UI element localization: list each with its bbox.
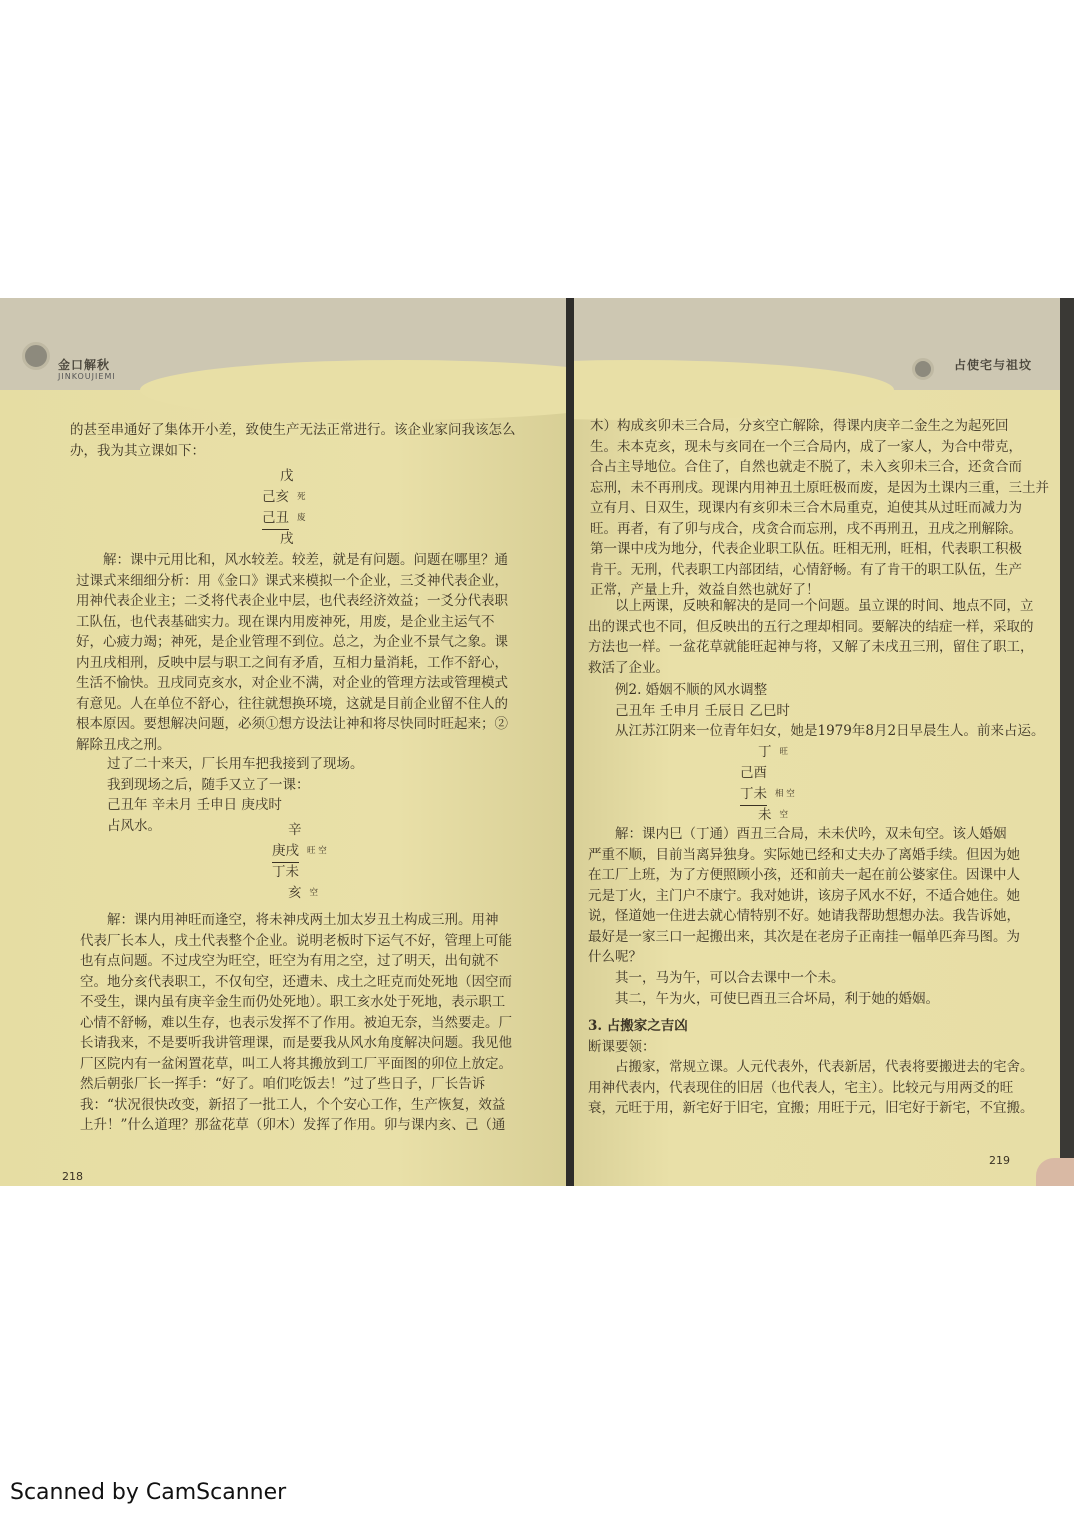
chart-note: 空: [309, 888, 319, 898]
running-subtitle-left: JINKOUJIEMI: [58, 372, 116, 381]
lesson-chart-1: [262, 466, 382, 550]
lesson-chart-3: [740, 742, 880, 826]
chart-stem: 己亥: [262, 489, 289, 505]
section-3: 3. 占搬家之吉凶 断课要领： 占搬家，常规立课。人元代表外，代表新居，代表将要搬进去的宅舍。 用神代表内，代表现住的旧居（也代表人，宅主）。比较元与用两爻的旺 衰，元旺于用，新宅好于旧宅，宜搬；用旺于元，旧宅好于新宅，不宜搬。: [588, 1018, 1034, 1116]
chart-stem: 辛: [288, 822, 302, 838]
chart-stem: 亥: [288, 885, 302, 901]
chart-stem: 戊: [280, 468, 294, 484]
section-title: 3. 占搬家之吉凶: [588, 1018, 688, 1034]
scanner-watermark: Scanned by CamScanner: [10, 1480, 287, 1505]
chart-stem: 庚戌: [272, 841, 299, 863]
right-para-4: 其一，马为午，可以合去课中一个未。 其二，午为火，可使巳酉丑三合坏局，利于她的婚姻。: [615, 970, 939, 1007]
page-number-right: 219: [989, 1154, 1010, 1167]
example-date: 己丑年 壬申月 壬辰日 乙巳时: [615, 702, 790, 719]
example-title: 例2. 婚姻不顺的风水调整: [615, 682, 768, 698]
example-intro: 从江苏江阴来一位青年妇女，她是1979年8月2日早晨生人。前来占运。: [615, 723, 1045, 739]
right-para-2: 以上两课，反映和解决的是同一个问题。虽立课的时间、地点不同，立 出的课式也不同，但反映出的五行之理却相同。要解决的结症一样，采取的 方法也一样。一盆花草就能旺起神与将，又解了未戌丑三刑，留住了职工， 救活了企业。: [588, 598, 1034, 676]
left-para-2: 解：课中元用比和，风水较差。较差，就是有问题。问题在哪里？通 过课式来细细分析：用《金口》课式来模拟一个企业，三爻神代表企业， 用神代表企业主；二爻将代表企业中层，也代表经济效益；一爻分代表职 工队伍，也代表基础实力。现在课内用废神死，用废，是企业主运气不 好，心疲力竭；神死，是企业管理不到位。总之，为企业不景气之象。课 内丑戌相刑，反映中层与职工之间有矛盾，互相力量消耗，工作不舒心， 生活不愉快。丑戌同克亥水，对企业不满，对企业的管理方法或管理模式 有意见。人在单位不舒心，往往就想换环境，这就是目前企业留不住人的 根本原因。要想解决问题，必须①想方设法让神和将尽快同时旺起来；② 解除丑戌之刑。: [76, 552, 508, 753]
right-para-1: 木）构成亥卯未三合局，分亥空亡解除，得课内庚辛二金生之为起死回 生。未本克亥，现未与亥同在一个三合局内，成了一家人，为合中带克， 合占主导地位。合住了，自然也就走不脱了，未入亥卯未三合，还贪合而 忘刑，未不再刑戌。现课内用神丑土原旺极而废，是因为土课内三重，三土并 立有月、日双生，现课内有亥卯未三合木局重克，迫使其从过旺而减力为 旺。再者，有了卯与戌合，戌贪合而忘刑，戌不再刑丑，丑戌之刑解除。 第一课中戌为地分，代表企业职工队伍。旺相无刑，旺相，代表职工积极 肯干。无刑，代表职工内部团结，心情舒畅。有了肯干的职工队伍，生产 正常，产量上升，效益自然也就好了！: [590, 418, 1049, 598]
chart-stem: 丁未: [272, 864, 299, 880]
left-page: [0, 298, 566, 1186]
left-para-3: 过了二十来天，厂长用车把我接到了现场。 我到现场之后，随手又立了一课： 己丑年 辛未月 壬申日 庚戌时 占风水。: [107, 756, 364, 834]
section-subtitle: 断课要领：: [588, 1038, 656, 1055]
left-para-4: 解：课内用神旺而逢空，将未神戌两土加太岁丑土构成三刑。用神 代表厂长本人，戌土代表整个企业。说明老板时下运气不好，管理上可能 也有点问题。不过戌空为旺空，旺空为有用之空，过了明天，出旬就不 空。地分亥代表职工，不仅旬空，还遭未、戌土之旺克而处死地（因空而 不受生，课内虽有庚辛金生而仍处死地）。职工亥水处于死地，表示职工 心情不舒畅，难以生存，也表示发挥不了作用。被迫无奈，当然要走。厂 长请我来，不是要听我讲管理课，而是要我从风水角度解决问题。我见他 厂区院内有一盆闲置花草，叫工人将其搬放到工厂平面图的卯位上放定。 然后朝张厂长一挥手：“好了。咱们吃饭去！”过了些日子，厂长告诉 我：“状况很快改变，新招了一批工人，个个安心工作，生产恢复，效益 上升！”什么道理？那盆花草（卯木）发挥了作用。卯与课内亥、己（通: [80, 912, 512, 1133]
page-number-left: 218: [62, 1170, 83, 1183]
right-page: [574, 298, 1060, 1186]
ornament-icon: [22, 342, 50, 370]
lesson-chart-2: [272, 820, 412, 904]
running-title-left: 金口解秋: [58, 358, 111, 372]
right-para-3: 解：课内巳（丁通）酉丑三合局，未未伏吟，双未旬空。该人婚姻 严重不顺，目前当离异独身。实际她已经和丈夫办了离婚手续。但因为她 在工厂上班，为了方便照顾小孩，还和前夫一起在前公婆家住。因课中人 元是丁火，主门户不康宁。我对她讲，该房子风水不好，不适合她住。她 说，怪道她一住进去就心情特别不好。她请我帮助想想办法。我告诉她， 最好是一家三口一起搬出来，其次是在老房子正南挂一幅单匹奔马图。为 什么呢？: [588, 826, 1020, 965]
chart-note: 相 空: [775, 789, 795, 799]
chart-note: 死: [297, 492, 306, 502]
chart-stem: 丁: [758, 744, 772, 760]
scan-edge: [1060, 298, 1074, 1186]
chart-note: 空: [779, 810, 789, 820]
chart-stem: 己酉: [740, 765, 767, 781]
chart-note: 旺 空: [307, 846, 327, 856]
example-2: [588, 680, 1045, 742]
chart-stem: 丁未: [740, 784, 767, 806]
book-scan: [0, 298, 1074, 1186]
chart-note: 废: [297, 513, 306, 523]
chart-stem: 未: [758, 807, 772, 823]
left-para-1: 的甚至串通好了集体开小差，致使生产无法正常进行。该企业家问我该怎么 办，我为其立课如下：: [70, 422, 516, 459]
running-title-right: 占使宅与祖坟: [954, 358, 1033, 372]
chart-stem: 己丑: [262, 508, 289, 530]
thumb-shadow: [1036, 1158, 1074, 1186]
chart-stem: 戌: [280, 531, 294, 547]
ornament-icon: [912, 358, 934, 380]
chart-note: 旺: [779, 747, 789, 757]
